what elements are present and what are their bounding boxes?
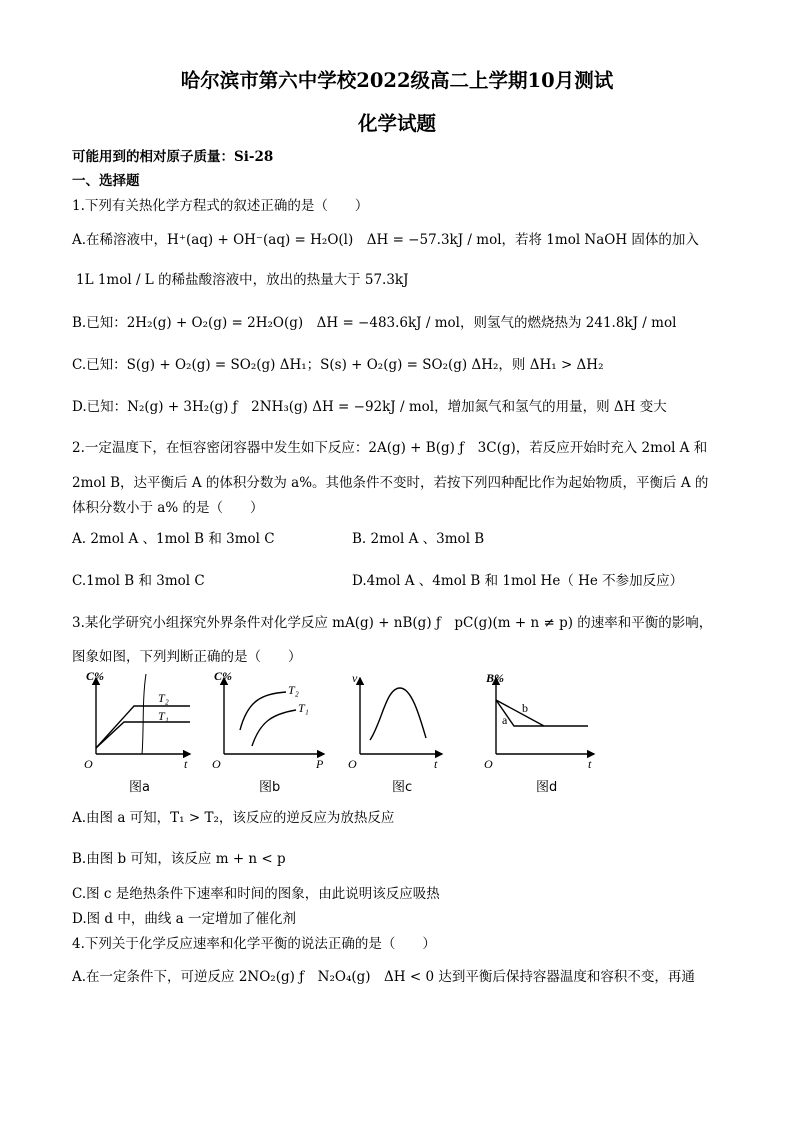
q4-stem: 4.下列关于化学反应速率和化学平衡的说法正确的是（ ） xyxy=(72,936,436,952)
fig-d-ylabel: B% xyxy=(486,671,504,685)
fig-c-xlabel: t xyxy=(434,757,438,771)
q1-c-post: ，则 ΔH₁ > ΔH₂ xyxy=(498,357,604,373)
fig-c-curve xyxy=(370,688,426,740)
fig-a-caption: 图a xyxy=(129,780,150,795)
section-heading: 一、选择题 xyxy=(72,173,140,189)
q1-stem: 1.下列有关热化学方程式的叙述正确的是（ ） xyxy=(72,198,369,214)
fig-a-ylabel: C% xyxy=(86,670,104,683)
q3-line2: 图象如图，下列判断正确的是（ ） xyxy=(72,649,302,665)
q1-option-a-line2: 1L 1mol / L 的稀盐酸溶液中，放出的热量大于 57.3kJ xyxy=(76,272,409,288)
q3-line1: 3.某化学研究小组探究外界条件对化学反应 mA(g) + nB(g) ƒ pC(g)(m + n ≠ p) 的速率和平衡的影响， xyxy=(72,615,713,631)
fig-b-curve1-label: T₂ xyxy=(288,683,299,697)
q1-option-a-line1 xyxy=(72,231,699,249)
fig-b-caption: 图b xyxy=(259,780,281,795)
figure-c-graph xyxy=(348,670,448,772)
q3-option-a: A.由图 a 可知，T₁ > T₂，该反应的逆反应为放热反应 xyxy=(72,810,395,826)
figure-a-graph xyxy=(84,670,194,772)
fig-b-curve-t1 xyxy=(252,710,296,746)
figure-b-graph xyxy=(212,670,332,772)
atomic-mass-note: 可能用到的相对原子质量：Si-28 xyxy=(72,149,274,165)
fig-b-xlabel: P xyxy=(316,757,324,771)
q4-option-a: A.在一定条件下，可逆反应 2NO₂(g) ƒ N₂O₄(g) ΔH < 0 达到平衡后保持容器温度和容积不变，再通 xyxy=(72,969,695,985)
fig-d-label-a: a xyxy=(502,713,508,727)
fig-a-curve1-label: T₂ xyxy=(158,691,169,705)
fig-c-caption: 图c xyxy=(392,780,413,795)
fig-a-vertical-line xyxy=(142,674,146,754)
q1-d-eq: N₂(g) + 3H₂(g) ƒ 2NH₃(g) ΔH = −92kJ / mol xyxy=(127,399,435,415)
fig-d-xlabel: t xyxy=(588,757,592,771)
q3-option-d: D.图 d 中，曲线 a 一定增加了催化剂 xyxy=(72,911,296,927)
fig-d-caption: 图d xyxy=(536,780,558,795)
q2-option-a: A. 2mol A 、1mol B 和 3mol C xyxy=(72,531,275,547)
fig-c-ylabel: v xyxy=(352,671,358,685)
figure-d-graph xyxy=(484,670,600,772)
q2-option-d: D.4mol A 、4mol B 和 1mol He（ He 不参加反应） xyxy=(352,573,684,589)
q1-a-post: ，若将 1mol NaOH 固体的加入 xyxy=(501,232,699,248)
q2-option-c: C.1mol B 和 3mol C xyxy=(72,573,205,589)
q2-line3: 体积分数小于 a% 的是（ ） xyxy=(72,500,264,516)
fig-a-xlabel: t xyxy=(184,757,188,771)
fig-d-curve-a xyxy=(496,700,588,726)
q3-option-c: C.图 c 是绝热条件下速率和时间的图象，由此说明该反应吸热 xyxy=(72,886,440,902)
fig-a-curve2-label: T₁ xyxy=(158,709,169,723)
q1-c-eq: S(g) + O₂(g) = SO₂(g) ΔH₁；S(s) + O₂(g) = SO₂(g) ΔH₂ xyxy=(126,357,499,373)
fig-b-origin: O xyxy=(212,757,221,771)
fig-b-ylabel: C% xyxy=(214,670,232,683)
fig-c-origin: O xyxy=(348,757,357,771)
fig-b-curve2-label: T₁ xyxy=(298,701,309,715)
q1-option-b xyxy=(72,314,676,332)
q1-option-c xyxy=(72,356,603,374)
fig-d-label-b: b xyxy=(522,701,528,715)
q1-b-eq: 2H₂(g) + O₂(g) = 2H₂O(g) ΔH = −483.6kJ / mol xyxy=(126,315,460,331)
page-subtitle: 化学试题 xyxy=(357,112,436,135)
q1-a-pre: A.在稀溶液中， xyxy=(72,232,168,248)
q1-d-pre: D.已知： xyxy=(72,399,128,415)
q2-line2: 2mol B，达平衡后 A 的体积分数为 a%。其他条件不变时，若按下列四种配比作为起始物质，平衡后 A 的 xyxy=(72,475,709,491)
q1-b-pre: B.已知： xyxy=(72,315,127,331)
q1-option-d xyxy=(72,398,667,416)
q3-option-b: B.由图 b 可知，该反应 m + n < p xyxy=(72,851,286,867)
q2-line1: 2.一定温度下，在恒容密闭容器中发生如下反应：2A(g) + B(g) ƒ 3C(g)，若反应开始时充入 2mol A 和 xyxy=(72,440,708,456)
fig-d-origin: O xyxy=(484,757,493,771)
q1-d-post: ，增加氮气和氢气的用量，则 ΔH 变大 xyxy=(434,399,667,415)
q1-c-pre: C.已知： xyxy=(72,357,127,373)
q2-option-b: B. 2mol A 、3mol B xyxy=(352,531,485,547)
q1-b-post: ，则氢气的燃烧热为 241.8kJ / mol xyxy=(459,315,677,331)
fig-a-origin: O xyxy=(84,757,93,771)
page-title: 哈尔滨市第六中学校2022级高二上学期10月测试 xyxy=(180,69,614,92)
q1-a-eq: H⁺(aq) + OH⁻(aq) = H₂O(l) ΔH = −57.3kJ / mol xyxy=(167,232,502,248)
